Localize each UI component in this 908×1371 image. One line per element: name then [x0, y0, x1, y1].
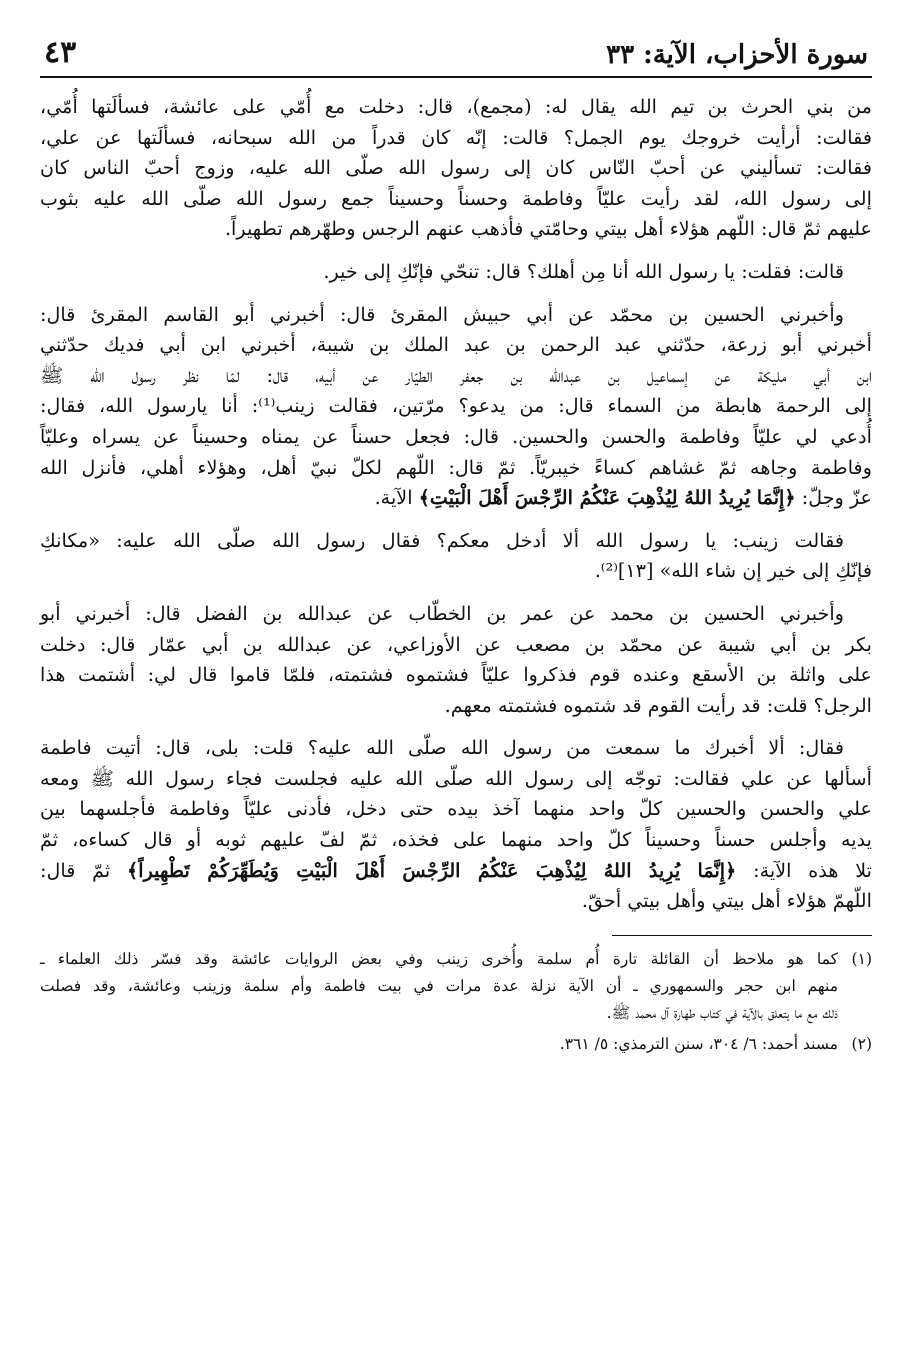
text-line: بكر بن أبي شيبة عن محمّد بن مصعب عن الأوزاعي، عن عبدالله بن أبي عمّار قال: دخلت [40, 632, 872, 656]
paragraph-1 [40, 92, 872, 245]
text-line: فقالت: تسأليني عن أحبّ النّاس كان إلى رسول الله صلّى الله عليه، وزوج أحبّ الناس كان [40, 156, 872, 180]
footnote-line: منهم ابن حجر والسمهوري ـ أن الآية نزلة عدة مرات في بيت فاطمة وأم سلمة وزينب وعائشة، وقد فصلت [40, 976, 838, 995]
footnote-2 [40, 1031, 872, 1058]
footnote-separator [612, 935, 872, 936]
text-line: على واثلة بن الأسقع وعنده قوم فذكروا عليّاً فشتموه فشتمته، فلمّا قاموا قال لي: أشتمت هذا [40, 663, 872, 687]
page-header [40, 30, 872, 78]
page-number: ٤٣ [44, 35, 77, 70]
paragraph-5 [40, 599, 872, 721]
footnote-1 [40, 946, 872, 1027]
text-line: أُدعي لي عليّاً وفاطمة والحسن والحسين. قال: فجعل حسناً عن يمناه وحسيناً عن يسراه وعليّاً [40, 424, 872, 448]
text-line: عليهم ثمّ قال: اللّهم هؤلاء أهل بيتي وحامّتي فأذهب عنهم الرجس وطهّرهم تطهيراً. [224, 217, 872, 241]
text-segment: الآية. [374, 486, 419, 510]
quran-verse: ﴿إِنَّمَا يُرِيدُ اللهُ لِيُذْهِبَ عَنْكُمُ الرِّجْسَ أَهْلَ الْبَيْتِ﴾ [418, 486, 796, 510]
text-line: وأخبرني الحسين بن محمد عن عمر بن الخطّاب عن عبدالله بن الفضل قال: أخبرني أبو [40, 601, 844, 625]
text-line [40, 483, 872, 514]
text-segment: ثمّ قال: [40, 858, 128, 882]
paragraph-4 [40, 526, 872, 587]
text-line: أسألها عن علي فقالت: توجّه إلى رسول الله صلّى الله عليه فجلست فجاء رسول الله ﷺ ومعه [40, 766, 872, 790]
text-line: وفاطمة وجاهه ثمّ غشاهم كساءً خيبريّاً. ثمّ قال: اللّهم لكلّ نبيّ أهل، وهؤلاء أهلي، فأنزل الله [40, 455, 872, 479]
paragraph-3 [40, 300, 872, 514]
text-segment: تلا هذه الآية: [736, 858, 873, 882]
text-line: يديه وأجلس حسناً وحسيناً كلّ واحد منهما على فخذه، ثمّ لفّ عليهم ثوبه أو قال كساءه، ثمّ [40, 828, 872, 852]
text-line: اللّهمّ هؤلاء أهل بيتي وأهل بيتي أحقّ. [581, 889, 872, 913]
text-line [40, 856, 872, 887]
text-line: إلى الرحمة هابطة من السماء قال: من يدعو؟ مرّتين، فقالت زينب⁽¹⁾: أنا يارسول الله، فقال: [40, 394, 872, 418]
text-line: وأخبرني الحسين بن محمّد عن أبي حبيش المقرئ قال: أخبرني أبو القاسم المقرئ قال: [40, 302, 845, 326]
text-segment: عزّ وجلّ: [795, 486, 872, 510]
text-line: فإنّكِ إلى خير إن شاء الله» [١٣]⁽²⁾. [594, 559, 872, 583]
footnotes [40, 946, 872, 1058]
text-line: فقال: ألا أخبرك ما سمعت من رسول الله صلّى الله عليه؟ قلت: بلى، قال: أتيت فاطمة [40, 736, 844, 760]
text-line: من بني الحرث بن تيم الله يقال له: (مجمع)، قال: دخلت مع أُمّي على عائشة، فسألَتها أُمّي، [40, 95, 872, 118]
footnote-line [40, 1031, 872, 1058]
running-title: سورة الأحزاب، الآية: ٣٣ [606, 40, 868, 70]
text-line: الرجل؟ قلت: قد رأيت القوم قد شتموه فشتمته معهم. [444, 693, 872, 717]
footnote-number: (١) [851, 949, 872, 968]
footnote-text: مسند أحمد: ٦/ ٣٠٤، سنن الترمذي: ٥/ ٣٦١. [559, 1034, 838, 1053]
text-line: فقالت زينب: يا رسول الله ألا أدخل معكم؟ فقال رسول الله صلّى الله عليه: «مكانكِ [40, 528, 844, 552]
text-line: ابن أبي مليكة عن إسماعيل بن عبدالله بن جعفر الطيّار عن أبيه، قال: لمّا نظر رسول الله ﷺ [40, 363, 872, 387]
footnote-line [40, 946, 872, 973]
footnote-number: (٢) [851, 1034, 872, 1053]
text-line: إلى رسول الله، لقد رأيت عليّاً وفاطمة وحسناً وحسيناً جمع رسول الله صلّى الله عليه بثوب [40, 186, 872, 210]
footnote-text: كما هو ملاحظ أن القائلة تارة أُم سلمة وأُخرى زينب وفي بعض الروايات عائشة وقد فسّر ذلك العلماء ـ [40, 949, 838, 968]
text-line: أخبرني أبو زرعة، حدّثني عبد الرحمن بن عبد الملك بن شيبة، أخبرني ابن أبي فديك حدّثني [40, 333, 872, 357]
paragraph-6 [40, 733, 872, 917]
main-text [40, 92, 872, 917]
text-line: قالت: فقلت: يا رسول الله أنا مِن أهلك؟ قال: تنحّي فإنّكِ إلى خير. [323, 259, 844, 283]
quran-verse: ﴿إِنَّمَا يُرِيدُ اللهُ لِيُذْهِبَ عَنْكُمُ الرِّجْسَ أَهْلَ الْبَيْتِ وَيُطَهِّرَكُمْ تَطْهِيراً﴾ [127, 858, 737, 882]
text-line: علي والحسن والحسين كلّ واحد منهما آخذ بيده حتى دخل، فأدنى عليّاً وفاطمة فأجلسهما بين [40, 797, 872, 821]
footnote-line: ذلك مع ما يتعلق بالآية في كتاب طهارة آل محمد ﷺ. [606, 1003, 838, 1022]
paragraph-2 [40, 257, 872, 288]
text-line: فقالت: أرأيت خروجك يوم الجمل؟ قالت: إنّه كان قدراً من الله سبحانه، فسألَتها عن علي، [40, 125, 872, 149]
